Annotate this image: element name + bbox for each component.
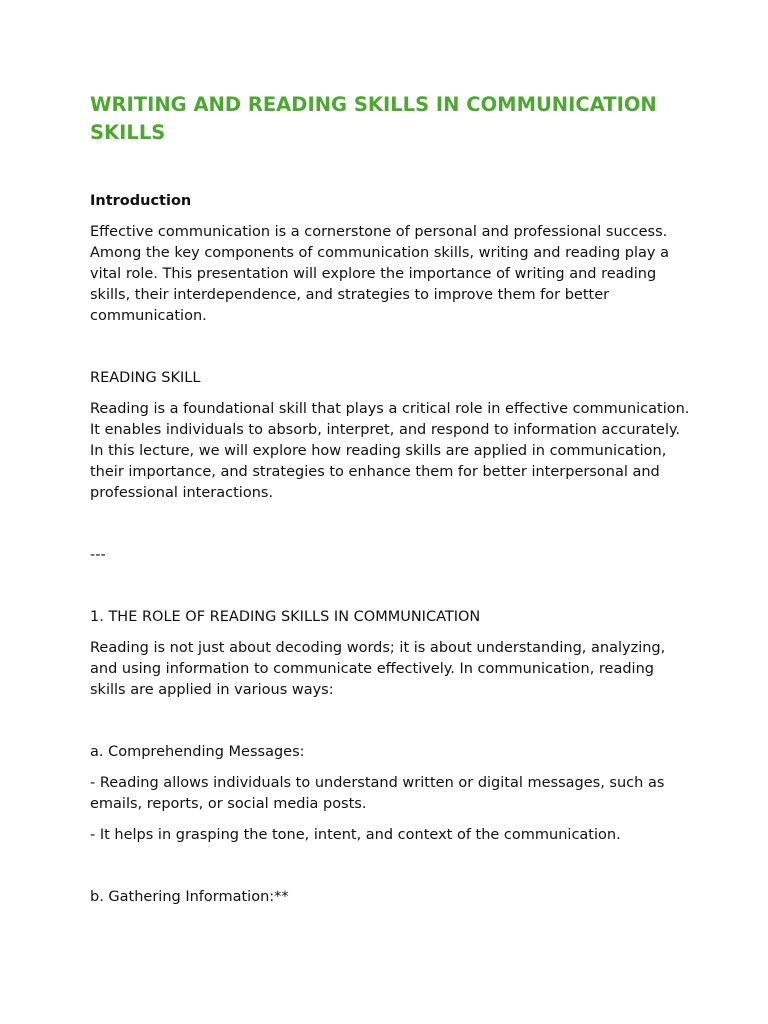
list-item: - It helps in grasping the tone, intent, and context of the communication.: [90, 827, 621, 843]
document-title: WRITING AND READING SKILLS IN COMMUNICATION SKILLS: [90, 93, 657, 144]
intro-paragraph: Effective communication is a cornerstone of personal and professional success. Among the key components of communication skills, writing and reading play a vital role. This presentation will explore the importance of writing and reading skills, their interdependence, and strategies to improve them for better communication.: [90, 224, 669, 324]
document-body: [90, 91, 690, 908]
role-heading: 1. THE ROLE OF READING SKILLS IN COMMUNICATION: [90, 609, 481, 625]
role-paragraph: Reading is not just about decoding words; it is about understanding, analyzing, and using information to communicate effectively. In communication, reading skills are applied in various ways:: [90, 640, 666, 698]
separator-text: ---: [90, 547, 106, 563]
gathering-information-heading: b. Gathering Information:**: [90, 889, 289, 905]
intro-heading: Introduction: [90, 193, 192, 209]
reading-skill-heading: READING SKILL: [90, 370, 201, 386]
list-item: - Reading allows individuals to understand written or digital messages, such as emails, reports, or social media posts.: [90, 775, 665, 812]
reading-skill-paragraph: Reading is a foundational skill that plays a critical role in effective communication. It enables individuals to absorb, interpret, and respond to information accurately. In this lecture, we will explore how reading skills are applied in communication, their importance, and strategies to enhance them for better interpersonal and professional interactions.: [90, 401, 690, 501]
comprehending-messages-heading: a. Comprehending Messages:: [90, 744, 305, 760]
